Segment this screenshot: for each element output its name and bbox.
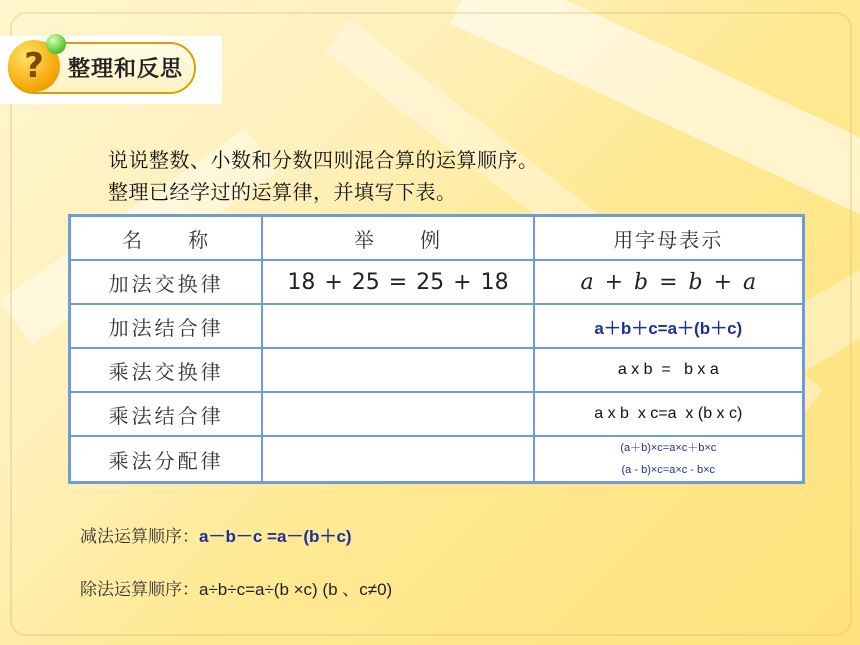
division-formula: a÷b÷c=a÷(b ×c) (b 、c≠0) — [199, 580, 393, 599]
header-example: 举 例 — [262, 216, 533, 261]
intro-line-2: 整理已经学过的运算律，并填写下表。 — [108, 180, 457, 204]
law-name: 乘法分配律 — [70, 436, 263, 483]
distributive-sub-formula: (a - b)×c=a×c - b×c — [621, 464, 716, 476]
green-ball-icon — [46, 34, 66, 54]
section-title: 整理和反思 — [68, 57, 184, 82]
intro-line-1: 说说整数、小数和分数四则混合算的运算顺序。 — [108, 148, 539, 172]
operation-law-table — [68, 214, 805, 484]
subtraction-formula: a－b－c =a－(b＋c) — [199, 527, 352, 546]
header-letter-form: 用字母表示 — [534, 216, 804, 261]
law-example-empty[interactable] — [262, 392, 533, 436]
law-name: 加法结合律 — [70, 304, 263, 348]
law-example[interactable]: 18 + 25 = 25 + 18 — [262, 260, 533, 304]
law-name: 乘法交换律 — [70, 348, 263, 392]
question-mark-icon: ? — [8, 40, 60, 92]
law-formula[interactable]: a + b = b + a — [534, 260, 804, 304]
subtraction-rule — [80, 522, 352, 547]
law-formula[interactable]: a x b x c=a x (b x c) — [534, 392, 804, 436]
table-row — [70, 436, 804, 483]
distributive-add-formula: (a＋b)×c=a×c＋b×c — [620, 442, 717, 454]
division-rule — [80, 575, 392, 600]
table-row — [70, 260, 804, 304]
table-row — [70, 348, 804, 392]
law-formula[interactable]: a＋b＋c=a＋(b＋c) — [534, 304, 804, 348]
law-formula-pair[interactable] — [534, 436, 804, 483]
law-name: 乘法结合律 — [70, 392, 263, 436]
law-example-empty[interactable] — [262, 348, 533, 392]
section-badge-area — [0, 36, 222, 104]
table-header-row — [70, 216, 804, 261]
law-example-empty[interactable] — [262, 436, 533, 483]
header-name: 名 称 — [70, 216, 263, 261]
section-badge — [8, 42, 196, 94]
division-label: 除法运算顺序： — [80, 580, 199, 599]
law-formula[interactable]: a x b = b x a — [534, 348, 804, 392]
table-row — [70, 392, 804, 436]
subtraction-label: 减法运算顺序： — [80, 527, 199, 546]
law-name: 加法交换律 — [70, 260, 263, 304]
law-example-empty[interactable] — [262, 304, 533, 348]
table-row — [70, 304, 804, 348]
